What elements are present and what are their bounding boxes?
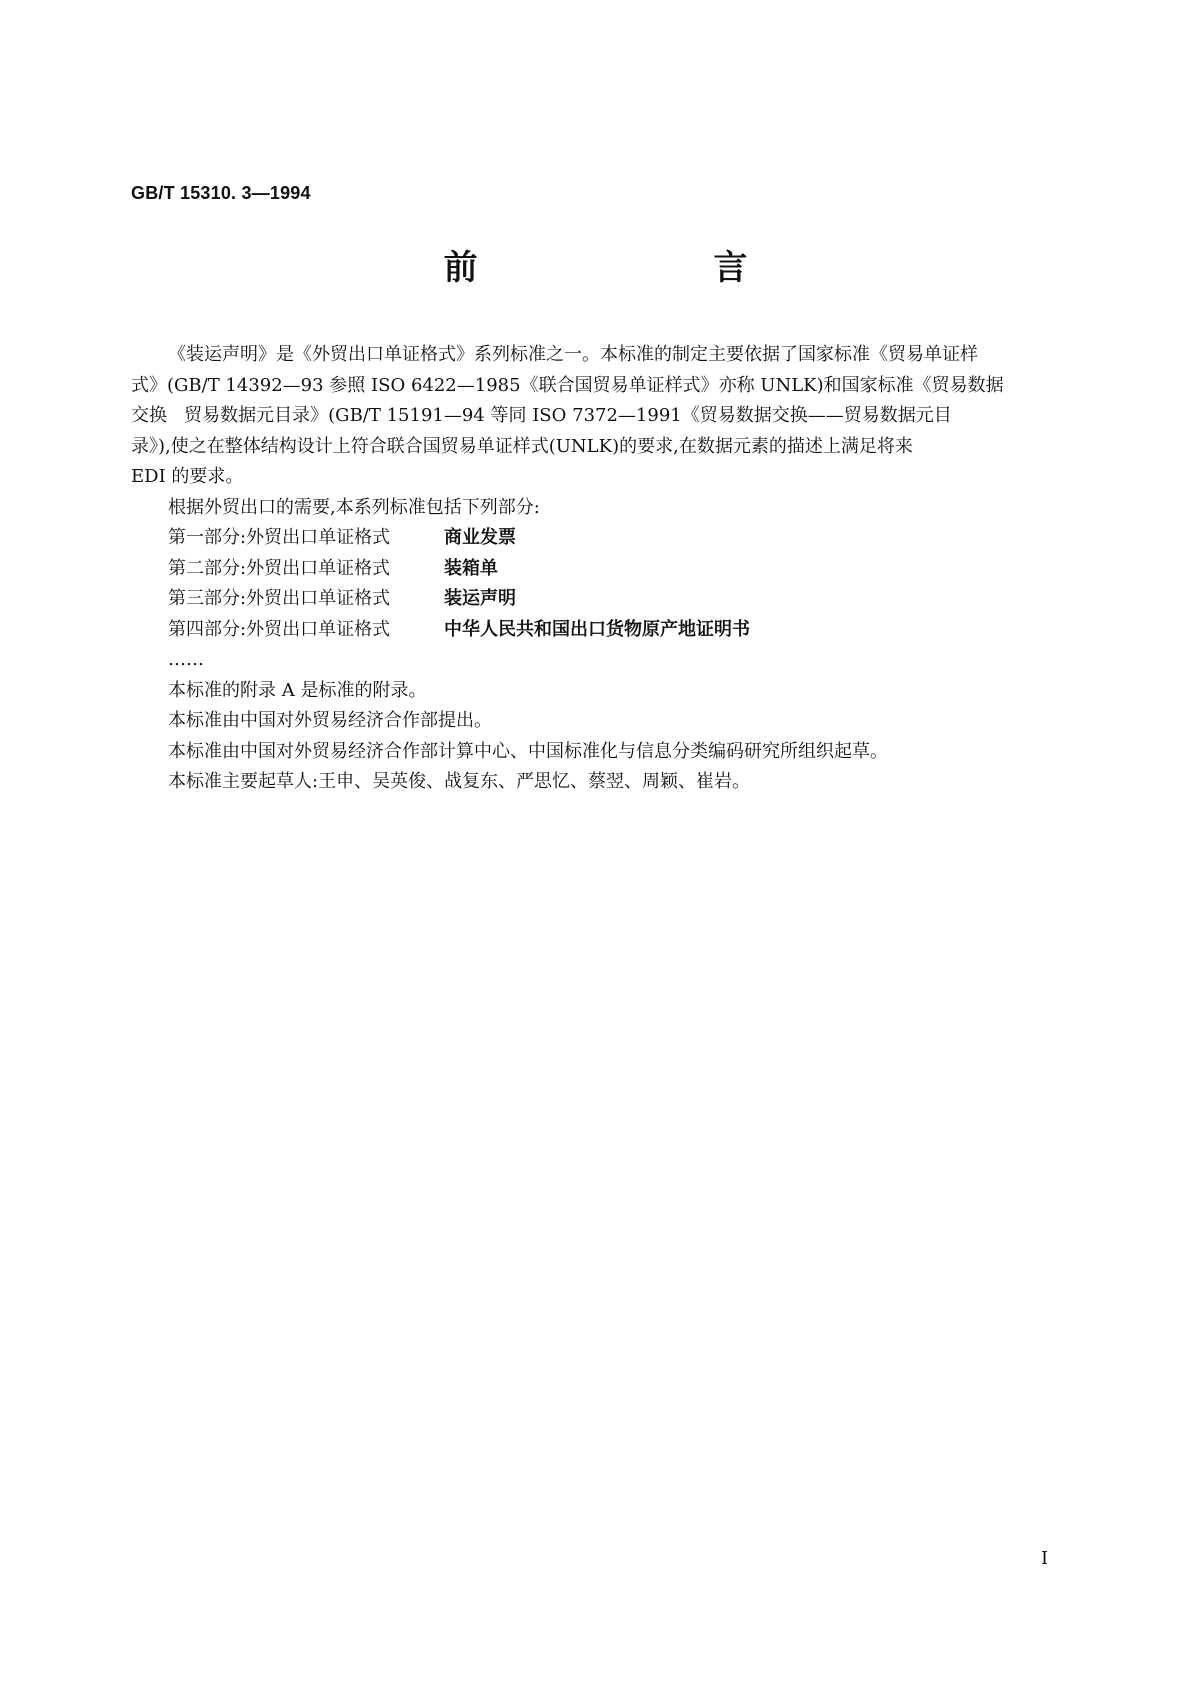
intro-line-4: 录》),使之在整体结构设计上符合联合国贸易单证样式(UNLK)的要求,在数据元素的描述上满足将来 [131, 435, 913, 457]
intro-line-3: 交换 贸易数据元目录》(GB/T 15191—94 等同 ISO 7372—1991《贸易数据交换——贸易数据元目 [131, 405, 952, 426]
intro-line-5: EDI 的要求。 [131, 466, 244, 487]
part-value: 装箱单 [444, 557, 498, 579]
drafters-note: 本标准主要起草人:王申、吴英俊、战复东、严思忆、蔡翌、周颖、崔岩。 [168, 771, 751, 792]
part-value: 中华人民共和国出口货物原产地证明书 [444, 618, 750, 640]
intro-line-2: 式》(GB/T 14392—93 参照 ISO 6422—1985《联合国贸易单证样式》亦称 UNLK)和国家标准《贸易数据 [131, 374, 1004, 396]
drafted-by-note: 本标准由中国对外贸易经济合作部计算中心、中国标准化与信息分类编码研究所组织起草。 [168, 740, 888, 762]
part-item-1 [131, 523, 1061, 554]
appendix-note: 本标准的附录 A 是标准的附录。 [168, 679, 427, 701]
part-value: 装运声明 [444, 588, 516, 609]
part-label: 第二部分:外贸出口单证格式 [168, 557, 391, 579]
part-label: 第三部分:外贸出口单证格式 [168, 588, 391, 609]
proposed-by-note: 本标准由中国对外贸易经济合作部提出。 [168, 710, 492, 731]
part-label: 第四部分:外贸出口单证格式 [168, 618, 391, 640]
part-label: 第一部分:外贸出口单证格式 [168, 527, 391, 548]
part-item-4 [131, 615, 1061, 646]
page-number: I [1041, 1548, 1049, 1569]
part-item-2 [131, 554, 1061, 585]
part-value: 商业发票 [444, 527, 516, 548]
part-item-3 [131, 584, 1061, 615]
document-body [131, 340, 1061, 798]
intro-line-1: 《装运声明》是《外贸出口单证格式》系列标准之一。本标准的制定主要依据了国家标准《贸易单证样 [168, 344, 978, 365]
ellipsis: …… [168, 649, 204, 670]
standard-number: GB/T 15310. 3—1994 [131, 183, 311, 203]
series-intro: 根据外贸出口的需要,本系列标准包括下列部分: [168, 496, 540, 518]
page-title: 前 言 [443, 248, 860, 288]
